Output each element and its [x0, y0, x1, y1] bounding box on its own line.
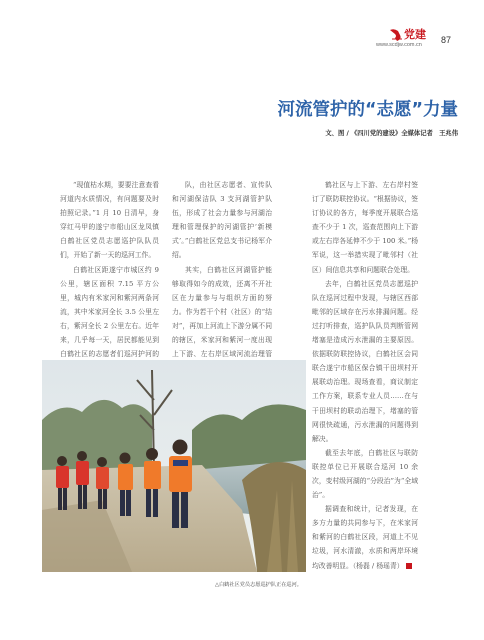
paragraph: 其实，白鹤社区河湖管护能够取得如今的成效，还离不开社区在力量参与与组织方面的努力。作为若干个村（社区）的“结对”，再加上河流上下游分属不同的辖区，米家河和紫河一度出现上下游、左右岸区域河流治理管 [172, 265, 272, 359]
website-url: www.scdjw.com.cn [376, 42, 422, 48]
photo-caption: △白鹤社区党员志愿巡护队正在巡河。 [215, 582, 302, 588]
river-patrol-photo [42, 360, 306, 572]
page-number: 87 [441, 35, 452, 45]
article-title: 河流管护的“志愿”力量 [277, 100, 458, 120]
paragraph: 白鹤社区距遂宁市城区约 9 公里，辖区面积 7.15 平方公里，城内有米家河和紫河两条河流，其中米家河全长 3.5 公里左右，紫河全长 2 公里左右。近年来，几乎每一天，居民都能见到白鹤社区的志愿者们巡河护河的 [60, 265, 159, 359]
brand-name: 党建 [404, 28, 426, 41]
paragraph [312, 502, 418, 572]
paragraph: 鹤社区与上下游、左右岸村签订了联防联控协议。“根据协议，签订协议的各方，每季度开展联合巡查不少于 1 次，巡查范围向上下游或左右岸各延伸不少于 100 米。”杨军说，这一举措实现了毗邻村（社区）间信息共享和问题联合处理。 [312, 181, 418, 274]
paragraph: “现值枯水期，要要注意查看河道内水质情况，有问题要及时拍照记录。”1 月 10 日清早，身穿红马甲的遂宁市船山区龙凤镇白鹤社区党员志愿巡护队队员们，开始了新一天的巡河工作。 [60, 181, 159, 260]
paragraph-text: 据调查和统计，记者发现，在多方力量的共同参与下，在米家河和紫河的白鹤社区段，河道上不见垃圾，河水清澈，水质和两岸环境均改善明显。（杨磊 / 杨瑶青） [312, 505, 418, 570]
paragraph: 队，由社区志愿者、宣传队和河湖保洁队 3 支河湖管护队伍，形成了社会力量参与河湖治理和管理保护的河湖管护‘新模式’。”白鹤社区党总支书记杨军介绍。 [172, 181, 272, 260]
paragraph: 去年，白鹤社区党员志愿巡护队在巡河过程中发现，与辖区西部毗邻的区域存在污水排漏问题。经过打听排查，巡护队队员判断管网堵塞是造成污水泄漏的主要原因。依据联防联控协议，白鹤社区会同联合遂宁市船区保合镇干田坝村开展联动治理。现场查看，商议制定工作方案，联系专业人员……在与干田坝村的联动治理下，堵塞的管网很快疏通，污水泄漏的问题得到解决。 [312, 279, 418, 443]
article-column-3 [312, 178, 418, 573]
paragraph: 截至去年底，白鹤社区与联防联控单位已开展联合巡河 10 余次，变村级河湖的“分段治”为“全域治”。 [312, 448, 418, 500]
end-mark-icon [406, 563, 412, 569]
article-byline: 文、图 / 《四川党的建设》全媒体记者 王兆伟 [325, 130, 458, 137]
article-column-1 [60, 178, 159, 389]
